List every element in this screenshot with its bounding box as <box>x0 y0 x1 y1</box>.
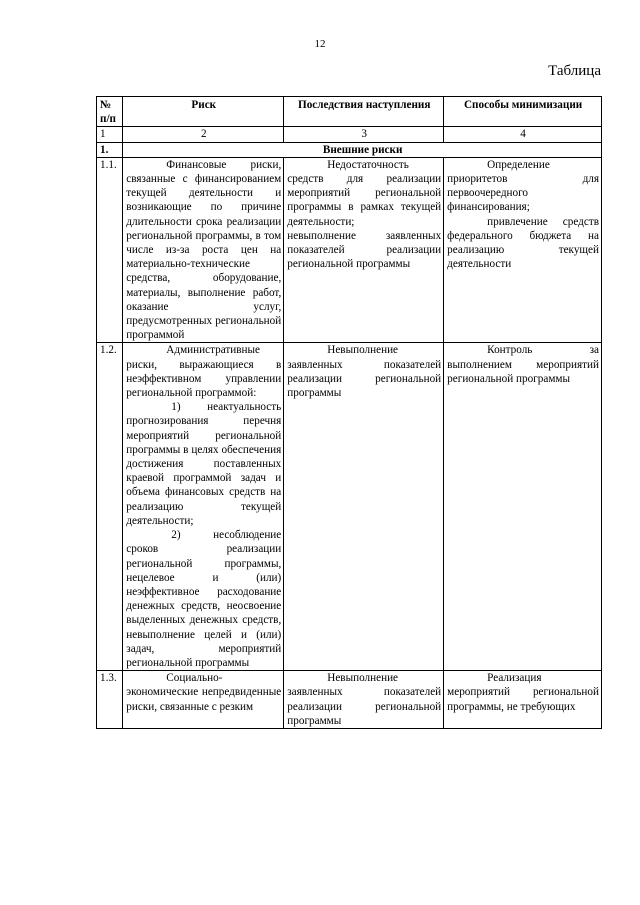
consequences-cell <box>284 343 444 671</box>
consequences-cell <box>284 157 444 343</box>
column-number-row <box>97 127 602 142</box>
risk-cell <box>123 157 284 343</box>
mitigation-text: Реализация мероприятий региональной программы, не требующих <box>447 672 599 713</box>
table-row <box>97 157 602 343</box>
section-title: Внешние риски <box>123 142 602 157</box>
row-number: 1.3. <box>97 671 123 729</box>
header-mitigation: Способы минимизации <box>444 97 602 127</box>
column-number: 1 <box>97 127 123 142</box>
page-number: 12 <box>314 38 326 50</box>
table-row <box>97 671 602 729</box>
section-row <box>97 142 602 157</box>
risk-text: 2) несоблюдение сроков реализации региональной программы, нецелевое и (или) неэффективное расходование денежных средств, неосвоение выделенных денежных средств, невыполнение целей и (или) задач, мероприятий региональной программы <box>126 529 282 669</box>
risk-text: Социально-экономические непредвиденные риски, связанные с резким <box>126 672 282 713</box>
header-row <box>97 97 602 127</box>
mitigation-cell <box>444 343 602 671</box>
header-consequences: Последствия наступления <box>284 97 444 127</box>
row-number: 1.1. <box>97 157 123 343</box>
risk-text: Финансовые риски, связанные с финансированием текущей деятельности и возникающие по причине длительности срока реализации региональной программы, в том числе из-за роста цен на материально-технические средства, оборудование, материалы, выполнение работ, оказание услуг, предусмотренных региональной программой <box>126 158 282 342</box>
mitigation-text: Контроль за выполнением мероприятий региональной программы <box>447 344 599 385</box>
column-number: 2 <box>123 127 284 142</box>
consequences-text: Невыполнение заявленных показателей реализации региональной программы <box>287 672 442 727</box>
consequences-text: Невыполнение заявленных показателей реализации региональной программы <box>287 344 442 400</box>
mitigation-cell <box>444 671 602 729</box>
header-number: № п/п <box>97 97 123 127</box>
mitigation-cell <box>444 157 602 343</box>
risk-table <box>96 96 602 729</box>
column-number: 3 <box>284 127 444 142</box>
risk-cell <box>123 671 284 729</box>
risk-text: 1) неактуальность прогнозирования перечня мероприятий региональной программы в целях обеспечения достижения поставленных краевой программой задач и объема финансовых средств на реализацию текущей деятельности; <box>126 401 282 527</box>
mitigation-text: привлечение средств федерального бюджета на реализацию текущей деятельности <box>447 215 599 271</box>
table-caption: Таблица <box>548 63 601 79</box>
column-number: 4 <box>444 127 602 142</box>
risk-cell <box>123 343 284 671</box>
consequences-cell <box>284 671 444 729</box>
risk-text: Административные риски, выражающиеся в неэффективном управлении региональной программой: <box>126 344 282 400</box>
consequences-text: Недостаточность средств для реализации мероприятий региональной программы в рамках текущей деятельности; <box>287 158 442 228</box>
section-number: 1. <box>97 142 123 157</box>
consequences-text: невыполнение заявленных показателей реализации региональной программы <box>287 229 442 271</box>
mitigation-text: Определение приоритетов для первоочередного финансирования; <box>447 158 599 214</box>
row-number: 1.2. <box>97 343 123 671</box>
table-row <box>97 343 602 671</box>
header-risk: Риск <box>123 97 284 127</box>
